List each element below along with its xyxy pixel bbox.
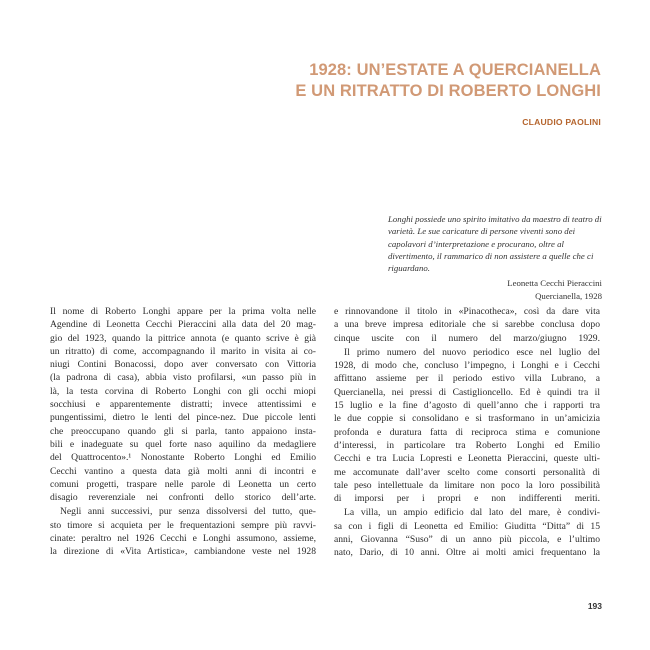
text-line: sto timore si acquieta per le frequentazioni sempre più ravvi-	[50, 519, 316, 531]
article-title-line-2: E UN RITRATTO DI ROBERTO LONGHI	[295, 82, 601, 100]
paragraph	[334, 305, 600, 345]
text-line: Il primo numero del nuovo periodico esce nel luglio del	[344, 346, 600, 358]
epigraph-attribution-place: Quercianella, 1928	[535, 290, 602, 301]
text-line: a una breve impresa editoriale che si sarebbe conclusa dopo	[334, 319, 600, 331]
text-line: Quercianella, nei pressi di Castiglioncello. Ed è quindi tra il	[334, 386, 600, 398]
text-line: Negli anni successivi, pur senza dissolversi del tutto, que-	[60, 506, 316, 518]
page-number: 193	[587, 601, 602, 611]
text-line: Cecchi e tra Lucia Lopresti e Leonetta Pieraccini, queste ulti-	[334, 453, 600, 465]
text-line: La villa, un ampio edificio dal lato del mare, è condivi-	[344, 507, 600, 519]
text-line: Agendine di Leonetta Cecchi Pieraccini alla data del 20 mag-	[50, 319, 316, 331]
author-name: CLAUDIO PAOLINI	[522, 117, 601, 127]
text-line: cinate: peraltro nel 1926 Cecchi e Longhi assumono, assieme,	[50, 533, 316, 545]
text-line: del Quattrocento».¹ Nonostante Roberto Longhi ed Emilio	[50, 452, 316, 464]
text-line: gio del 1923, quando la pittrice annota (e quanto scrive è già	[50, 332, 316, 344]
article-title	[295, 60, 601, 102]
text-line: che preoccupano quando gli si parla, tanto appaiono instа-	[50, 425, 316, 437]
text-line: le due coppie si consolidano e si trasformano in un’amicizia	[334, 413, 600, 425]
epigraph	[388, 213, 602, 302]
text-line: 15 luglio e la fine d’agosto di quell’anno che i rapporti tra	[334, 400, 600, 412]
text-line: disagio reverenziale nei confronti dello storico dell’arte.	[50, 492, 316, 504]
text-line: me accomunate dall’aver scelto come consorti personalità di	[334, 466, 600, 478]
text-line: là, la testa corvina di Roberto Longhi con gli occhi miopi	[50, 385, 316, 397]
text-line: pungentissimi, dietro le lenti del pince-nez. Due piccole lenti	[50, 412, 316, 424]
text-line: socchiusi e apparentemente distratti; invece attentissimi e	[50, 399, 316, 411]
text-line: e rinnovandone il titolo in «Pinacotheca», così da dare vita	[334, 306, 600, 317]
text-line: cinque uscite con il numero del marzo/giugno 1929.	[334, 332, 600, 344]
text-line: 1928, di modo che, concluso l’impegno, i Longhi e i Cecchi	[334, 360, 600, 372]
text-line: nato, Dario, di 10 anni. Oltre ai molti amici frequentano la	[334, 547, 600, 559]
article-title-line-1: 1928: UN’ESTATE A QUERCIANELLA	[309, 61, 601, 79]
text-line: Il nome di Roberto Longhi appare per la prima volta nelle	[50, 306, 316, 317]
text-line: profonda e duratura fatta di reciproca stima e comunione	[334, 426, 600, 438]
text-line: comuni progetti, traspare nelle parole di Leonetta un certo	[50, 478, 316, 490]
text-line: sa con i figli di Leonetta ed Emilio: Giuditta “Ditta” di 15	[334, 520, 600, 532]
paragraph	[334, 346, 600, 506]
text-line: un ritratto) di come, accompagnando il marito in visita ai co-	[50, 345, 316, 357]
text-line: tale peso intellettuale da limitare non poco la loro possibilità	[334, 479, 600, 491]
paragraph	[334, 506, 600, 559]
paragraph	[50, 305, 316, 504]
text-line: la direzione di «Vita Artistica», cambiandone veste nel 1928	[50, 546, 316, 558]
text-line: bili e inadeguate su quel forte naso aquilino da medagliere	[50, 438, 316, 450]
epigraph-quote: Longhi possiede uno spirito imitativo da maestro di teatro di varietà. Le sue caricature di persone viventi sono dei capolavori d’interpretazione e procurano, oltre al divertimento, il rammarico di non assistere a quelle che ci riguardano.	[388, 214, 602, 274]
text-line: di imporsi per i propri e non indifferenti meriti.	[334, 493, 600, 505]
epigraph-attribution	[388, 277, 602, 302]
text-line: affittano assieme per il periodo estivo villa Lubrano, a	[334, 373, 600, 385]
text-line: d’interessi, in particolare tra Roberto Longhi ed Emilio	[334, 439, 600, 451]
text-line: niugi Contini Bonacossi, dopo aver conversato con Vittoria	[50, 359, 316, 371]
text-line: Cecchi vantino a questa data già molti anni di incontri e	[50, 465, 316, 477]
text-line: anni, Giovanna “Suso” di un anno più piccola, e l’ultimo	[334, 534, 600, 546]
body-column-left	[50, 305, 316, 559]
paragraph	[50, 505, 316, 558]
body-column-right	[334, 305, 600, 560]
text-line: (la padrona di casa), abbia visto profilarsi, «un passo più in	[50, 372, 316, 384]
epigraph-attribution-name: Leonetta Cecchi Pieraccini	[507, 278, 602, 289]
